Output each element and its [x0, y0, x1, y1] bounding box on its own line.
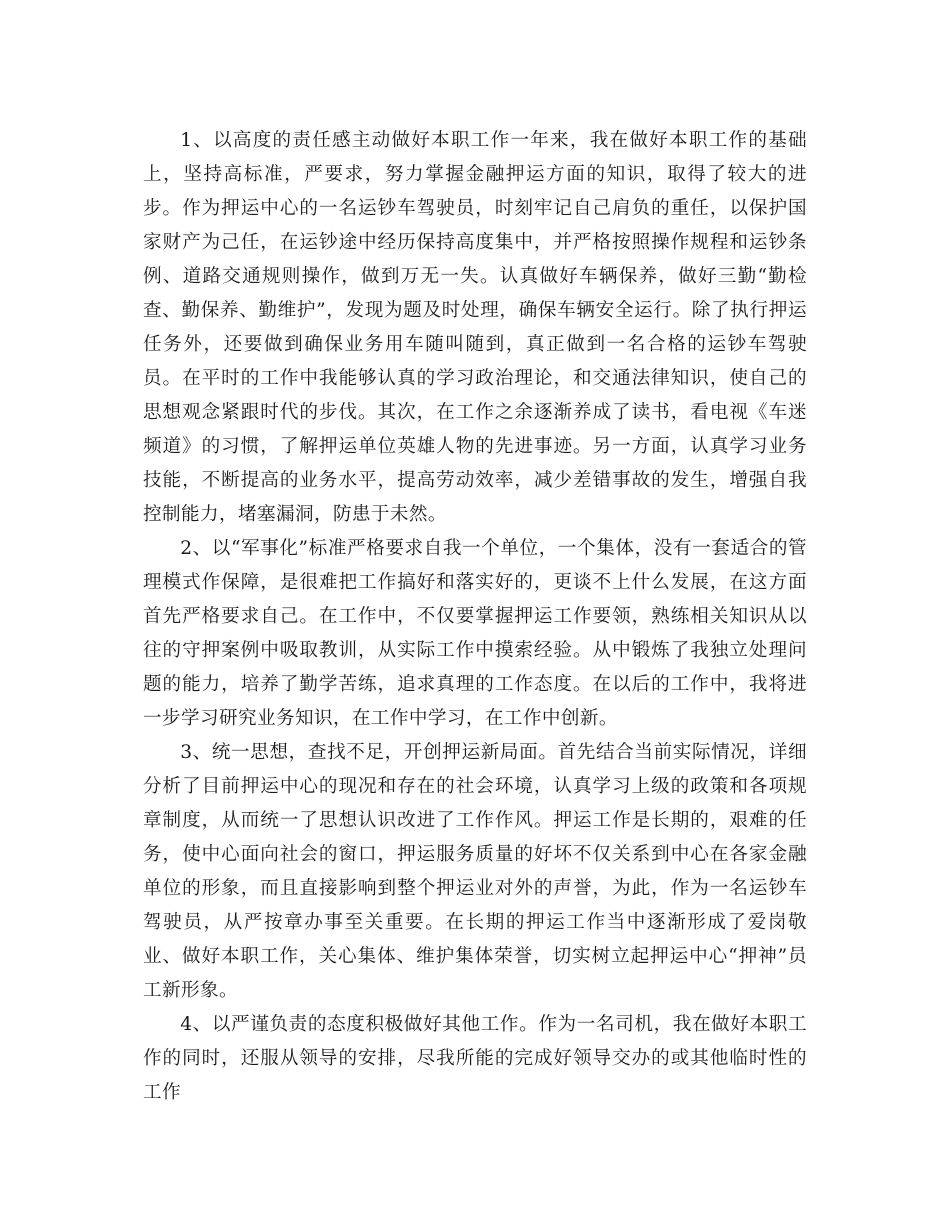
paragraph-2: 2、以“军事化”标准严格要求自我一个单位，一个集体，没有一套适合的管理模式作保障，是很难把工作搞好和落实好的，更谈不上什么发展，在这方面首先严格要求自己。在工作中，不仅要掌握押运工作要领，熟练相关知识从以往的守押案例中吸取教训，从实际工作中摸索经验。从中锻炼了我独立处理问题的能力，培养了勤学苦练，追求真理的工作态度。在以后的工作中，我将进一步学习研究业务知识，在工作中学习，在工作中创新。 [143, 538, 807, 729]
paragraph-3: 3、统一思想，查找不足，开创押运新局面。首先结合当前实际情况，详细分析了目前押运中心的现况和存在的社会环境，认真学习上级的政策和各项规章制度，从而统一了思想认识改进了工作作风。押运工作是长期的，艰难的任务，使中心面向社会的窗口，押运服务质量的好坏不仅关系到中心在各家金融单位的形象，而且直接影响到整个押运业对外的声誉，为此，作为一名运钞车驾驶员，从严按章办事至关重要。在长期的押运工作当中逐渐形成了爱岗敬业、做好本职工作，关心集体、维护集体荣誉，切实树立起押运中心“押神”员工新形象。 [143, 742, 807, 1001]
document-body [143, 124, 807, 1110]
paragraph-4: 4、以严谨负责的态度积极做好其他工作。作为一名司机，我在做好本职工作的同时，还服从领导的安排，尽我所能的完成好领导交办的或其他临时性的工作 [143, 1014, 807, 1103]
paragraph-1: 1、以高度的责任感主动做好本职工作一年来，我在做好本职工作的基础上，坚持高标准，严要求，努力掌握金融押运方面的知识，取得了较大的进步。作为押运中心的一名运钞车驾驶员，时刻牢记自己肩负的重任，以保护国家财产为己任，在运钞途中经历保持高度集中，并严格按照操作规程和运钞条例、道路交通规则操作，做到万无一失。认真做好车辆保养，做好三勤“勤检查、勤保养、勤维护”，发现为题及时处理，确保车辆安全运行。除了执行押运任务外，还要做到确保业务用车随叫随到，真正做到一名合格的运钞车驾驶员。在平时的工作中我能够认真的学习政治理论，和交通法律知识，使自己的思想观念紧跟时代的步伐。其次，在工作之余逐渐养成了读书，看电视《车迷频道》的习惯，了解押运单位英雄人物的先进事迹。另一方面，认真学习业务技能，不断提高的业务水平，提高劳动效率，减少差错事故的发生，增强自我控制能力，堵塞漏洞，防患于未然。 [143, 130, 807, 525]
